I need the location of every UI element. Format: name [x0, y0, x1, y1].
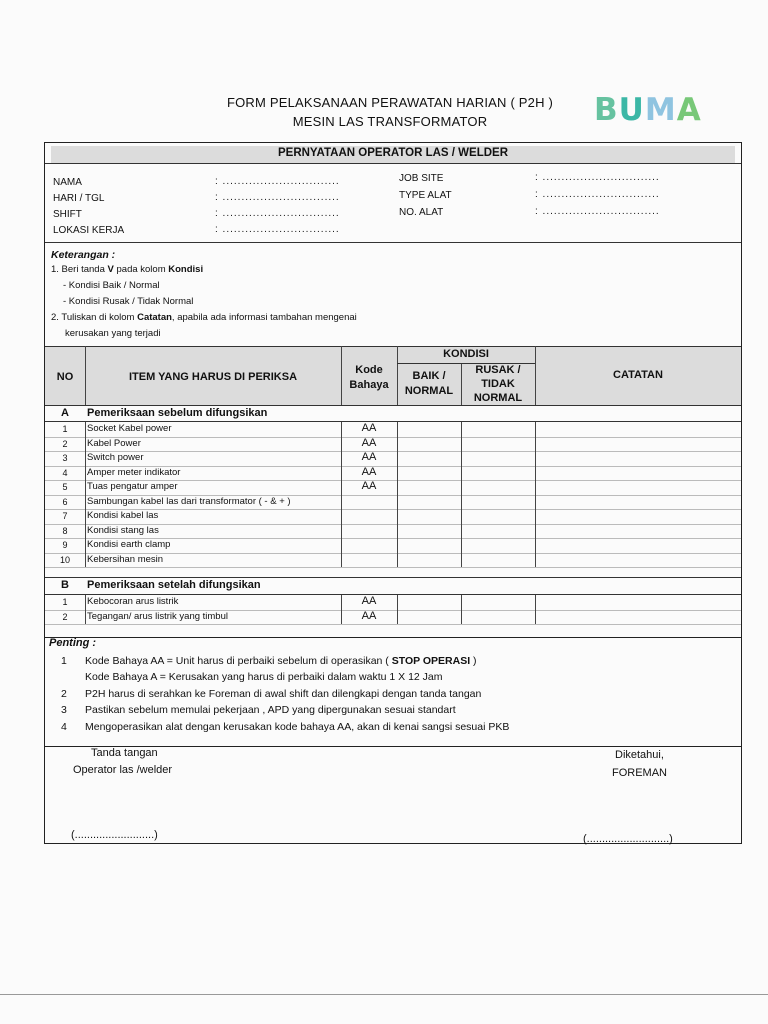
field-hari-value[interactable]: : ...............................	[215, 192, 340, 203]
row-item: Tuas pengatur amper	[87, 481, 178, 492]
row-number: 2	[62, 438, 68, 449]
row-check-baik[interactable]	[398, 466, 460, 480]
field-type-value[interactable]: : ...............................	[535, 189, 660, 200]
field-nama-value[interactable]: : ...............................	[215, 176, 340, 187]
field-jobsite-value[interactable]: : ...............................	[535, 172, 660, 183]
row-number: 10	[59, 554, 70, 565]
important-text-2: P2H harus di serahkan ke Foreman di awal shift dan dilengkapi dengan tanda tangan	[85, 688, 482, 700]
form-subtitle: MESIN LAS TRANSFORMATOR	[292, 114, 488, 129]
logo-letter-a: A	[676, 92, 702, 128]
row-item: Kondisi stang las	[87, 524, 159, 536]
table-row	[45, 422, 741, 437]
field-noalat-label: NO. ALAT	[399, 207, 444, 218]
row-catatan[interactable]	[536, 610, 740, 624]
table-row	[45, 610, 741, 625]
sign-left-label: Tanda tangan	[91, 747, 158, 759]
row-kode: AA	[361, 595, 377, 607]
header-rusak: RUSAK / TIDAK NORMAL	[473, 364, 523, 404]
row-check-baik[interactable]	[398, 437, 460, 451]
section-a-title: Pemeriksaan sebelum difungsikan	[87, 407, 268, 419]
row-number: 1	[62, 424, 68, 434]
row-kode: AA	[361, 465, 377, 478]
row-number: 6	[62, 496, 68, 507]
section-a-letter: A	[61, 407, 69, 419]
table-row	[45, 509, 741, 524]
important-num-4: 4	[61, 721, 67, 733]
row-catatan[interactable]	[536, 451, 740, 465]
row-item: Kabel Power	[87, 437, 141, 449]
important-title: Penting :	[49, 637, 97, 649]
table-row	[45, 553, 741, 568]
notes-line-1: 1. Beri tanda V pada kolom Kondisi	[51, 264, 204, 275]
row-check-rusak[interactable]	[462, 437, 534, 451]
field-noalat-value[interactable]: : ...............................	[535, 206, 660, 217]
table-row	[45, 480, 741, 495]
notes-line-4: 2. Tuliskan di kolom Catatan, apabila ada informasi tambahan mengenai	[51, 312, 357, 323]
important-num-3: 3	[61, 704, 67, 716]
row-kode: AA	[361, 480, 377, 492]
header-catatan: CATATAN	[613, 369, 663, 381]
row-catatan[interactable]	[536, 524, 740, 538]
important-text-1: Kode Bahaya AA = Unit harus di perbaiki sebelum di operasikan ( STOP OPERASI )	[85, 655, 477, 667]
logo-letter-u: U	[618, 92, 645, 128]
table-row	[45, 437, 741, 452]
row-catatan[interactable]	[536, 480, 740, 494]
row-number: 3	[62, 453, 68, 463]
row-catatan[interactable]	[536, 466, 740, 480]
row-kode: AA	[361, 422, 377, 434]
row-check-rusak[interactable]	[462, 466, 534, 480]
row-catatan[interactable]	[536, 422, 740, 436]
statement-title: PERNYATAAN OPERATOR LAS / WELDER	[277, 147, 509, 159]
row-check-rusak[interactable]	[462, 610, 534, 624]
row-item: Kondisi earth clamp	[87, 539, 171, 550]
row-check-baik[interactable]	[398, 553, 460, 567]
header-kode: Kode Bahaya	[349, 364, 389, 391]
header-kondisi: KONDISI	[443, 348, 489, 360]
buma-logo	[594, 92, 702, 128]
sign-right-blank[interactable]: (...........................)	[583, 833, 673, 845]
row-catatan[interactable]	[536, 595, 740, 609]
row-check-baik[interactable]	[398, 495, 460, 509]
row-check-rusak[interactable]	[462, 524, 534, 538]
table-row	[45, 451, 741, 466]
logo-letter-b: B	[594, 92, 619, 128]
row-kode: AA	[361, 436, 377, 449]
sign-right-role: FOREMAN	[612, 767, 667, 779]
form-frame	[44, 142, 742, 844]
important-num-2: 2	[61, 688, 67, 700]
logo-letter-m: M	[644, 92, 677, 128]
header-baik: BAIK / NORMAL	[404, 370, 454, 397]
table-row	[45, 495, 741, 510]
notes-line-2: - Kondisi Baik / Normal	[63, 280, 160, 291]
field-shift-value[interactable]: : ...............................	[215, 208, 340, 219]
header-no: NO	[56, 371, 74, 383]
sign-right-label: Diketahui,	[615, 749, 664, 761]
row-check-baik[interactable]	[398, 610, 460, 624]
row-check-rusak[interactable]	[462, 495, 534, 509]
row-number: 4	[62, 467, 68, 478]
row-check-rusak[interactable]	[462, 480, 534, 494]
header-item: ITEM YANG HARUS DI PERIKSA	[128, 371, 298, 383]
important-text-3: Pastikan sebelum memulai pekerjaan , APD yang dipergunakan sesuai standart	[85, 704, 456, 716]
row-number: 9	[62, 540, 68, 550]
row-check-baik[interactable]	[398, 422, 460, 436]
notes-title: Keterangan :	[51, 249, 116, 261]
row-item: Tegangan/ arus listrik yang timbul	[87, 610, 228, 622]
row-check-baik[interactable]	[398, 509, 460, 523]
section-b-title: Pemeriksaan setelah difungsikan	[87, 579, 261, 591]
row-item: Socket Kabel power	[87, 423, 172, 434]
row-kode: AA	[361, 609, 377, 622]
row-check-rusak[interactable]	[462, 422, 534, 436]
row-number: 1	[62, 597, 68, 607]
row-catatan[interactable]	[536, 495, 740, 509]
row-kode: AA	[361, 451, 377, 463]
row-item: Kebocoran arus listrik	[87, 596, 179, 607]
important-text-1b: Kode Bahaya A = Kerusakan yang harus di perbaiki dalam waktu 1 X 12 Jam	[85, 671, 443, 683]
row-check-baik[interactable]	[398, 480, 460, 494]
important-num-1: 1	[61, 655, 67, 667]
row-catatan[interactable]	[536, 538, 740, 552]
field-type-label: TYPE ALAT	[399, 190, 452, 201]
row-item: Switch power	[87, 452, 144, 463]
field-shift-label: SHIFT	[53, 209, 82, 220]
section-b-letter: B	[61, 579, 69, 591]
row-number: 7	[62, 511, 68, 521]
row-item: Amper meter indikator	[87, 466, 181, 478]
row-item: Sambungan kabel las dari transformator ( - & + )	[87, 495, 291, 507]
row-catatan[interactable]	[536, 509, 740, 523]
row-item: Kebersihan mesin	[87, 553, 164, 565]
important-text-4: Mengoperasikan alat dengan kerusakan kode bahaya AA, akan di kenai sangsi sesuai PKB	[85, 721, 510, 733]
row-catatan[interactable]	[536, 553, 740, 567]
field-hari-label: HARI / TGL	[53, 193, 105, 204]
row-check-rusak[interactable]	[462, 595, 534, 609]
row-check-rusak[interactable]	[462, 538, 534, 552]
form-title: FORM PELAKSANAAN PERAWATAN HARIAN ( P2H )	[226, 95, 554, 110]
row-check-rusak[interactable]	[462, 553, 534, 567]
sign-left-role: Operator las /welder	[73, 764, 173, 776]
row-check-baik[interactable]	[398, 595, 460, 609]
row-check-baik[interactable]	[398, 451, 460, 465]
table-row	[45, 466, 741, 481]
row-number: 2	[62, 611, 68, 622]
table-row	[45, 524, 741, 539]
row-check-baik[interactable]	[398, 524, 460, 538]
row-check-rusak[interactable]	[462, 509, 534, 523]
notes-line-3: - Kondisi Rusak / Tidak Normal	[63, 296, 194, 307]
field-nama-label: NAMA	[53, 177, 82, 188]
notes-line-5: kerusakan yang terjadi	[65, 328, 161, 339]
row-number: 8	[62, 525, 68, 536]
sign-left-blank[interactable]: (..........................)	[71, 829, 158, 841]
row-item: Kondisi kabel las	[87, 510, 159, 521]
row-number: 5	[62, 482, 68, 492]
field-jobsite-label: JOB SITE	[399, 173, 444, 184]
field-lokasi-label: LOKASI KERJA	[53, 225, 125, 236]
row-check-baik[interactable]	[398, 538, 460, 552]
table-row	[45, 538, 741, 553]
table-row	[45, 595, 741, 610]
row-catatan[interactable]	[536, 437, 740, 451]
field-lokasi-value[interactable]: : ...............................	[215, 224, 340, 235]
page-bottom-rule	[0, 994, 768, 995]
row-check-rusak[interactable]	[462, 451, 534, 465]
